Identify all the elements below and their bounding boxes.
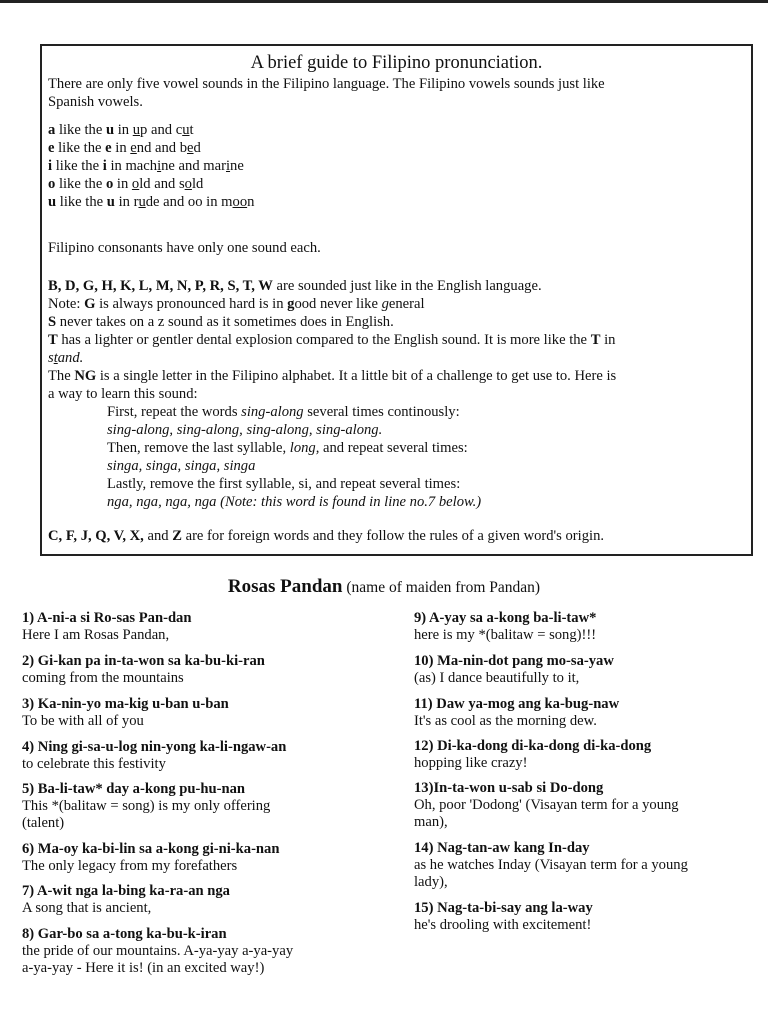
verse-lyric: 9) A-yay sa a-kong ba-li-taw* (414, 610, 597, 626)
song-verse (414, 696, 759, 730)
verse-translation: here is my *(balitaw = song)!!! (414, 627, 597, 643)
verse-lyric: 13)In-ta-won u-sab si Do-dong (414, 780, 604, 796)
song-verse (22, 610, 382, 644)
step-1: First, repeat the words sing-along several times continously: (107, 404, 460, 420)
verse-translation: (talent) (22, 815, 65, 831)
english-consonant-letters: B, D, G, H, K, L, M, N, P, R, S, T, W (48, 278, 273, 294)
step-3: Lastly, remove the first syllable, si, and repeat several times: (107, 476, 461, 492)
verse-lyric: 2) Gi-kan pa in-ta-won sa ka-bu-ki-ran (22, 653, 265, 669)
vowel-line: i like the i in machine and marine (48, 158, 244, 174)
song-subtitle: (name of maiden from Pandan) (342, 579, 541, 596)
song-verse (414, 840, 759, 891)
step-3-example: nga, nga, nga, nga (Note: this word is found in line no.7 below.) (107, 494, 482, 510)
verse-translation: Here I am Rosas Pandan, (22, 627, 170, 643)
step-2-example: singa, singa, singa, singa (107, 458, 256, 474)
verse-lyric: 8) Gar-bo sa a-tong ka-bu-k-iran (22, 926, 227, 942)
ng-rule-line: The NG is a single letter in the Filipino alphabet. It a little bit of a challenge to get use to. Here is (48, 368, 617, 384)
song-heading (0, 576, 768, 598)
verse-lyric: 3) Ka-nin-yo ma-kig u-ban u-ban (22, 696, 229, 712)
verse-translation: To be with all of you (22, 713, 144, 729)
pronunciation-guide-box (40, 44, 753, 556)
verse-translation: The only legacy from my forefathers (22, 858, 238, 874)
vowel-line: u like the u in rude and oo in moon (48, 194, 255, 210)
song-verse (414, 610, 759, 644)
note-g-line: Note: G is always pronounced hard is in good never like general (48, 296, 425, 312)
verse-translation: (as) I dance beautifully to it, (414, 670, 580, 686)
verse-lyric: 6) Ma-oy ka-bi-lin sa a-kong gi-ni-ka-nan (22, 841, 280, 857)
verse-translation: This *(balitaw = song) is my only offering (22, 798, 271, 814)
verse-translation: he's drooling with excitement! (414, 917, 592, 933)
step-2: Then, remove the last syllable, long, and repeat several times: (107, 440, 468, 456)
verse-lyric: 1) A-ni-a si Ro-sas Pan-dan (22, 610, 192, 626)
song-verse (22, 781, 382, 832)
verse-lyric: 14) Nag-tan-aw kang In-day (414, 840, 590, 856)
song-title: Rosas Pandan (227, 576, 343, 597)
t-rule-line: T has a lighter or gentler dental explosion compared to the English sound. It is more like the T in (48, 332, 616, 348)
song-verse (414, 900, 759, 934)
song-verse (414, 653, 759, 687)
verse-lyric: 5) Ba-li-taw* day a-kong pu-hu-nan (22, 781, 246, 797)
verse-translation: A song that is ancient, (22, 900, 152, 916)
foreign-letters-line: C, F, J, Q, V, X, and Z are for foreign words and they follow the rules of a given word's origin. (48, 528, 605, 544)
verse-lyric: 7) A-wit nga la-bing ka-ra-an nga (22, 883, 230, 899)
verse-translation: as he watches Inday (Visayan term for a young (414, 857, 688, 873)
song-verse (22, 841, 382, 875)
verse-translation: It's as cool as the morning dew. (414, 713, 597, 729)
verse-translation: a-ya-yay - Here it is! (in an excited way!) (22, 960, 265, 976)
verse-translation: the pride of our mountains. A-ya-yay a-ya-yay (22, 943, 294, 959)
song-verse (22, 696, 382, 730)
song-verse (414, 780, 759, 831)
song-verse (22, 739, 382, 773)
consonants-intro: Filipino consonants have only one sound each. (48, 240, 321, 256)
verse-lyric: 12) Di-ka-dong di-ka-dong di-ka-dong (414, 738, 652, 754)
intro-line-1: There are only five vowel sounds in the Filipino language. The Filipino vowels sounds just like (48, 76, 605, 92)
verse-translation: man), (414, 814, 448, 830)
step-1-example: sing-along, sing-along, sing-along, sing-along. (107, 422, 383, 438)
s-rule-line: S never takes on a z sound as it sometimes does in English. (48, 314, 394, 330)
top-rule (0, 0, 768, 3)
intro-line-2: Spanish vowels. (48, 94, 143, 110)
t-rule-line-2: stand. (48, 350, 84, 366)
ng-rule-line-2: a way to learn this sound: (48, 386, 198, 402)
vowel-line: a like the u in up and cut (48, 122, 194, 138)
english-consonants-line: B, D, G, H, K, L, M, N, P, R, S, T, W are sounded just like in the English language. (48, 278, 542, 294)
verse-translation: coming from the mountains (22, 670, 184, 686)
vowel-line: o like the o in old and sold (48, 176, 204, 192)
song-verse (414, 738, 759, 772)
verse-lyric: 10) Ma-nin-dot pang mo-sa-yaw (414, 653, 614, 669)
verse-translation: lady), (414, 874, 448, 890)
verse-translation: hopping like crazy! (414, 755, 528, 771)
verse-lyric: 11) Daw ya-mog ang ka-bug-naw (414, 696, 620, 712)
song-verse (22, 883, 382, 917)
verse-lyric: 15) Nag-ta-bi-say ang la-way (414, 900, 593, 916)
verse-lyric: 4) Ning gi-sa-u-log nin-yong ka-li-ngaw-an (22, 739, 287, 755)
vowel-line: e like the e in end and bed (48, 140, 201, 156)
verse-translation: to celebrate this festivity (22, 756, 166, 772)
song-verse (22, 653, 382, 687)
guide-title: A brief guide to Filipino pronunciation. (250, 53, 543, 73)
verse-translation: Oh, poor 'Dodong' (Visayan term for a young (414, 797, 679, 813)
song-verse (22, 926, 382, 977)
